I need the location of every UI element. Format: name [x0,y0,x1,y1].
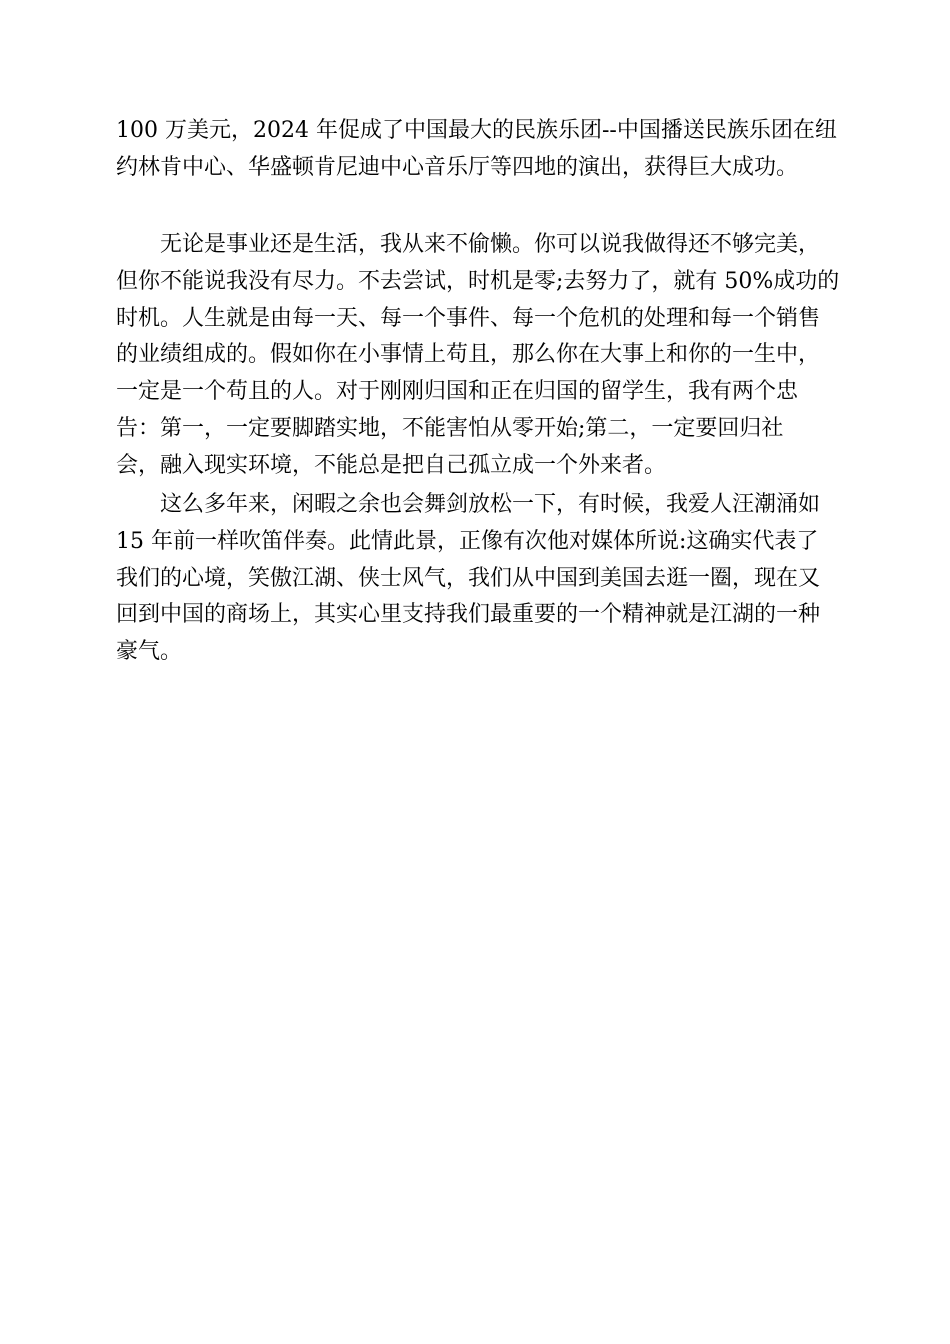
paragraph-line: 回到中国的商场上，其实心里支持我们最重要的一个精神就是江湖的一种 [116,602,821,628]
paragraph-1 [116,113,837,187]
paragraph-3 [116,487,820,671]
paragraph-line: 会，融入现实环境，不能总是把自己孤立成一个外来者。 [116,452,667,478]
paragraph-line: 我们的心境，笑傲江湖、侠士风气，我们从中国到美国去逛一圈，现在又 [116,565,821,591]
paragraph-line: 一定是一个苟且的人。对于刚刚归国和正在归国的留学生，我有两个忠 [116,379,799,405]
paragraph-line: 这么多年来，闲暇之余也会舞剑放松一下，有时候，我爱人汪潮涌如 [116,492,821,517]
paragraph-line: 时机。人生就是由每一天、每一个事件、每一个危机的处理和每一个销售 [116,305,821,331]
paragraph-line: 但你不能说我没有尽力。不去尝试，时机是零;去努力了，就有 50%成功的 [116,268,840,294]
paragraph-line: 100 万美元，2024 年促成了中国最大的民族乐团--中国播送民族乐团在纽 [116,118,837,143]
paragraph-line: 15 年前一样吹笛伴奏。此情此景，正像有次他对媒体所说:这确实代表了 [116,528,819,554]
paragraph-2 [116,227,839,485]
paragraph-line: 告：第一，一定要脚踏实地，不能害怕从零开始;第二，一定要回归社 [116,415,784,441]
paragraph-line: 豪气。 [116,639,183,665]
paragraph-line: 约林肯中心、华盛顿肯尼迪中心音乐厅等四地的演出，获得巨大成功。 [116,154,799,180]
paragraph-line: 无论是事业还是生活，我从来不偷懒。你可以说我做得还不够完美， [116,232,821,257]
paragraph-line: 的业绩组成的。假如你在小事情上苟且，那么你在大事上和你的一生中， [116,342,821,368]
